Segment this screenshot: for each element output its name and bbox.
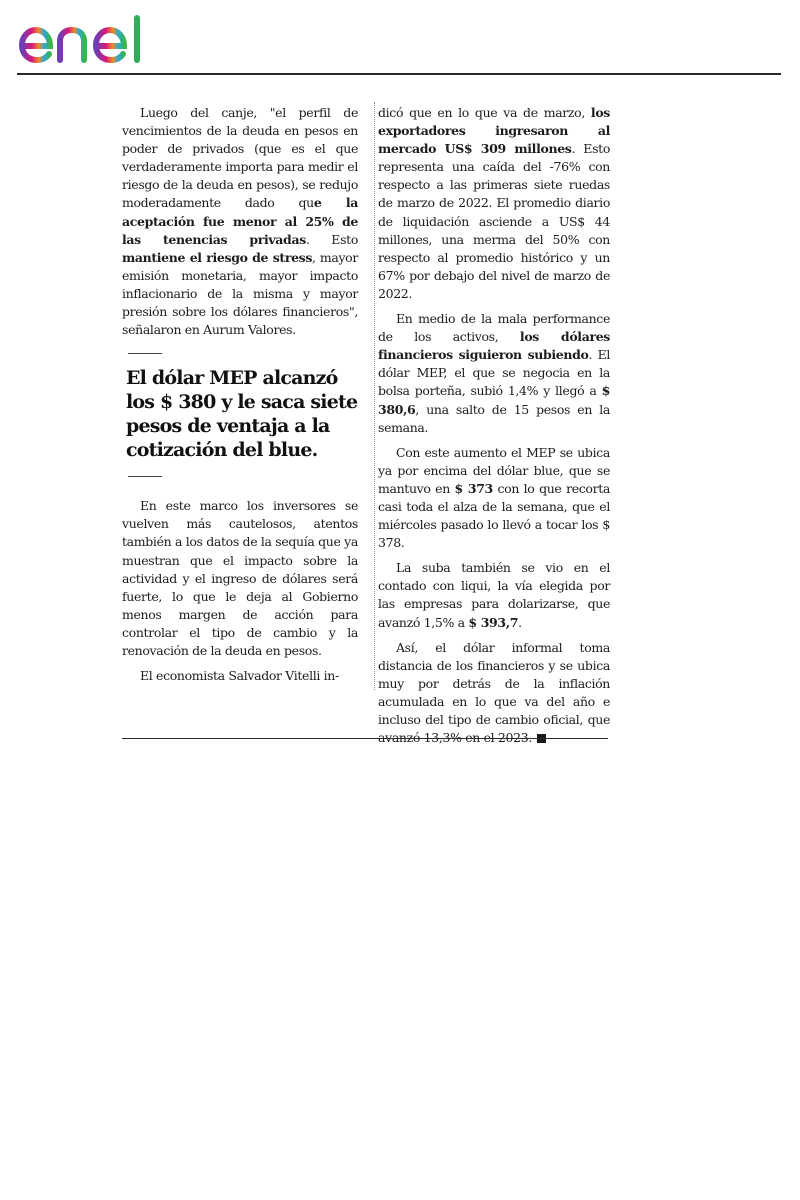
paragraph: Así, el dólar informal toma distancia de los financieros y se ubica muy por detrás de la inflación acumulada en lo que va del año e incluso del tipo de cambio oficial, que avanzó 13,3% en el 2023. <box>378 639 610 746</box>
page-header <box>0 0 800 76</box>
paragraph: La suba también se vio en el contado con liqui, la vía elegida por las empresas para dolarizarse, que avanzó 1,5% a $ 393,7. <box>378 560 610 630</box>
footer-rule <box>122 738 608 739</box>
left-column <box>122 104 358 685</box>
subheading: El dólar MEP alcanzó los $ 380 y le saca siete pesos de ventaja a la cotización del blue. <box>126 367 358 462</box>
header-rule <box>17 73 781 75</box>
paragraph: Con este aumento el MEP se ubica ya por encima del dólar blue, que se mantuvo en $ 373 con lo que recorta casi toda el alza de la semana, que el miércoles pasado lo llevó a tocar los $ 378. <box>378 444 610 551</box>
enel-logo <box>16 14 172 68</box>
column-divider <box>374 102 375 690</box>
paragraph: El economista Salvador Vitelli in- <box>140 668 339 684</box>
section-rule <box>128 353 162 354</box>
paragraph: Luego del canje, "el perfil de vencimientos de la deuda en pesos en poder de privados (que es el que verdaderamente importa para medir el riesgo de la deuda en pesos), se redujo moderadamente dado que la aceptación fue menor al 25% de las tenencias privadas. Esto mantiene el riesgo de stress, mayor emisión monetaria, mayor impacto inflacionario de la misma y mayor presión sobre los dólares financieros", señalaron en Aurum Valores. <box>122 105 358 338</box>
paragraph: En medio de la mala performance de los activos, los dólares financieros siguieron subiendo. El dólar MEP, el que se negocia en la bolsa porteña, subió 1,4% y llegó a $ 380,6, una salto de 15 pesos en la semana. <box>378 311 610 435</box>
right-column <box>378 104 610 747</box>
section-rule <box>128 476 162 477</box>
paragraph: dicó que en lo que va de marzo, los exportadores ingresaron al mercado US$ 309 millones. Esto representa una caída del -76% con respecto a las primeras siete ruedas de marzo de 2022. El promedio diario de liquidación asciende a US$ 44 millones, una merma del 50% con respecto al promedio histórico y un 67% por debajo del nivel de marzo de 2022. <box>378 105 610 301</box>
paragraph: En este marco los inversores se vuelven más cautelosos, atentos también a los datos de la sequía que ya muestran que el impacto sobre la actividad y el ingreso de dólares será fuerte, lo que le deja al Gobierno menos margen de acción para controlar el tipo de cambio y la renovación de la deuda en pesos. <box>122 498 358 658</box>
